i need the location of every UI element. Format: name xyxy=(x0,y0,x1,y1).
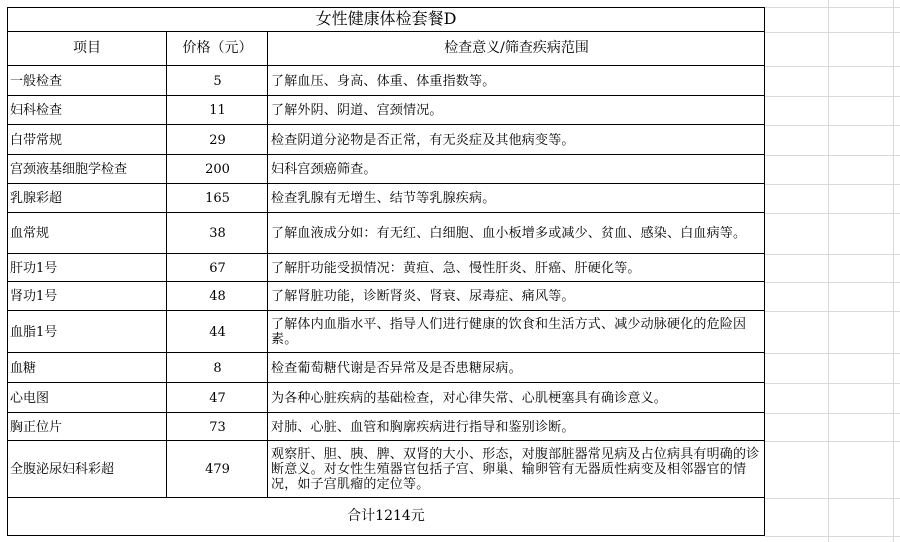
item-name: 白带常规 xyxy=(10,132,63,148)
item-name: 胸正位片 xyxy=(10,419,63,435)
item-name: 心电图 xyxy=(10,390,50,406)
item-name-cell[interactable] xyxy=(7,96,167,125)
header-price: 价格（元） xyxy=(182,40,253,56)
item-description-cell[interactable] xyxy=(268,184,765,213)
item-description-cell[interactable] xyxy=(268,441,765,498)
item-description: 检查乳腺有无增生、结节等乳腺疾病。 xyxy=(271,191,496,206)
grid-line xyxy=(765,254,900,255)
item-name-cell[interactable] xyxy=(7,125,167,155)
item-name-cell[interactable] xyxy=(7,155,167,184)
item-description: 为各种心脏疾病的基础检查，对心律失常、心肌梗塞具有确诊意义。 xyxy=(271,390,668,406)
title-cell[interactable] xyxy=(7,7,765,32)
item-price-cell[interactable] xyxy=(167,155,268,184)
item-description-cell[interactable] xyxy=(268,96,765,125)
grid-line xyxy=(765,155,900,156)
item-name-cell[interactable] xyxy=(7,66,167,96)
item-description-cell[interactable] xyxy=(268,413,765,441)
item-name: 肾功1号 xyxy=(10,289,58,304)
item-name: 血脂1号 xyxy=(10,324,58,340)
grid-line xyxy=(765,413,900,414)
total-text: 合计1214元 xyxy=(347,508,425,524)
item-price-cell[interactable] xyxy=(167,282,268,311)
item-name: 肝功1号 xyxy=(10,260,58,276)
item-name-cell[interactable] xyxy=(7,413,167,441)
item-price: 8 xyxy=(213,360,222,376)
item-price: 11 xyxy=(209,103,226,118)
item-price: 48 xyxy=(209,289,226,304)
item-name: 一般检查 xyxy=(10,73,63,89)
item-price-cell[interactable] xyxy=(167,353,268,383)
item-price: 73 xyxy=(209,419,226,435)
item-description-cell[interactable] xyxy=(268,383,765,413)
item-name-cell[interactable] xyxy=(7,353,167,383)
item-description: 对肺、心脏、血管和胸廓疾病进行指导和鉴别诊断。 xyxy=(271,419,575,435)
item-price-cell[interactable] xyxy=(167,125,268,155)
grid-line xyxy=(765,311,900,312)
header-item: 项目 xyxy=(73,40,101,56)
grid-line xyxy=(765,282,900,283)
item-description-cell[interactable] xyxy=(268,254,765,282)
grid-line xyxy=(765,383,900,384)
header-price-cell[interactable] xyxy=(167,32,268,66)
grid-line xyxy=(765,96,900,97)
item-description-cell[interactable] xyxy=(268,311,765,353)
grid-line xyxy=(765,536,900,537)
item-description: 了解血液成分如：有无红、白细胞、血小板增多或减少、贫血、感染、白血病等。 xyxy=(271,226,747,241)
item-price-cell[interactable] xyxy=(167,213,268,254)
total-cell[interactable] xyxy=(7,498,765,536)
header-meaning: 检查意义/筛查疾病范围 xyxy=(444,40,589,56)
item-description-cell[interactable] xyxy=(268,66,765,96)
item-price: 44 xyxy=(209,324,226,340)
item-name: 宫颈液基细胞学检查 xyxy=(10,162,128,177)
item-price: 67 xyxy=(209,260,226,276)
item-name-cell[interactable] xyxy=(7,311,167,353)
item-name-cell[interactable] xyxy=(7,254,167,282)
grid-line xyxy=(765,213,900,214)
item-name: 血糖 xyxy=(10,360,37,376)
item-name: 乳腺彩超 xyxy=(10,191,63,206)
item-price-cell[interactable] xyxy=(167,254,268,282)
item-description: 了解体内血脂水平、指导人们进行健康的饮食和生活方式、减少动脉硬化的危险因素。 xyxy=(271,317,747,347)
grid-line xyxy=(765,32,900,33)
item-price-cell[interactable] xyxy=(167,96,268,125)
table-title: 女性健康体检套餐D xyxy=(315,9,457,28)
header-meaning-cell[interactable] xyxy=(268,32,765,66)
item-name-cell[interactable] xyxy=(7,213,167,254)
item-price: 47 xyxy=(209,390,226,406)
item-price-cell[interactable] xyxy=(167,66,268,96)
item-description: 观察肝、胆、胰、脾、双肾的大小、形态，对腹部脏器常见病及占位病具有明确的诊断意义。对女性生殖器官包括子宫、卵巢、输卵管有无器质性病变及相邻器官的情况，如子宫肌瘤的定位等。 xyxy=(271,447,760,492)
item-description-cell[interactable] xyxy=(268,125,765,155)
item-name-cell[interactable] xyxy=(7,441,167,498)
item-name: 全腹泌尿妇科彩超 xyxy=(10,462,115,477)
item-price-cell[interactable] xyxy=(167,383,268,413)
item-description-cell[interactable] xyxy=(268,155,765,184)
item-price: 200 xyxy=(205,162,230,177)
grid-line xyxy=(765,441,900,442)
item-price-cell[interactable] xyxy=(167,441,268,498)
grid-line xyxy=(765,125,900,126)
item-description: 检查阴道分泌物是否正常，有无炎症及其他病变等。 xyxy=(271,132,575,148)
item-description: 检查葡萄糖代谢是否异常及是否患糖尿病。 xyxy=(271,360,522,376)
item-price: 29 xyxy=(209,132,226,148)
item-description: 妇科宫颈癌筛查。 xyxy=(271,162,377,177)
item-description-cell[interactable] xyxy=(268,353,765,383)
item-price: 479 xyxy=(205,462,230,477)
item-name: 血常规 xyxy=(10,226,50,241)
item-name-cell[interactable] xyxy=(7,184,167,213)
item-price: 5 xyxy=(213,73,222,89)
grid-line xyxy=(893,0,894,542)
item-description: 了解外阴、阴道、宫颈情况。 xyxy=(271,103,443,118)
item-price: 165 xyxy=(205,191,230,206)
grid-line xyxy=(765,66,900,67)
grid-line xyxy=(765,353,900,354)
item-name-cell[interactable] xyxy=(7,383,167,413)
item-name-cell[interactable] xyxy=(7,282,167,311)
item-description: 了解肾脏功能，诊断肾炎、肾衰、尿毒症、痛风等。 xyxy=(271,289,575,304)
item-description: 了解肝功能受损情况：黄疸、急、慢性肝炎、肝癌、肝硬化等。 xyxy=(271,260,641,276)
header-item-cell[interactable] xyxy=(7,32,167,66)
item-description: 了解血压、身高、体重、体重指数等。 xyxy=(271,73,496,89)
grid-line xyxy=(765,7,900,8)
item-price-cell[interactable] xyxy=(167,413,268,441)
item-price-cell[interactable] xyxy=(167,311,268,353)
grid-line xyxy=(765,184,900,185)
item-name: 妇科检查 xyxy=(10,103,63,118)
grid-line xyxy=(828,0,829,542)
item-price-cell[interactable] xyxy=(167,184,268,213)
item-description-cell[interactable] xyxy=(268,282,765,311)
item-price: 38 xyxy=(209,226,226,241)
item-description-cell[interactable] xyxy=(268,213,765,254)
grid-line xyxy=(765,498,900,499)
